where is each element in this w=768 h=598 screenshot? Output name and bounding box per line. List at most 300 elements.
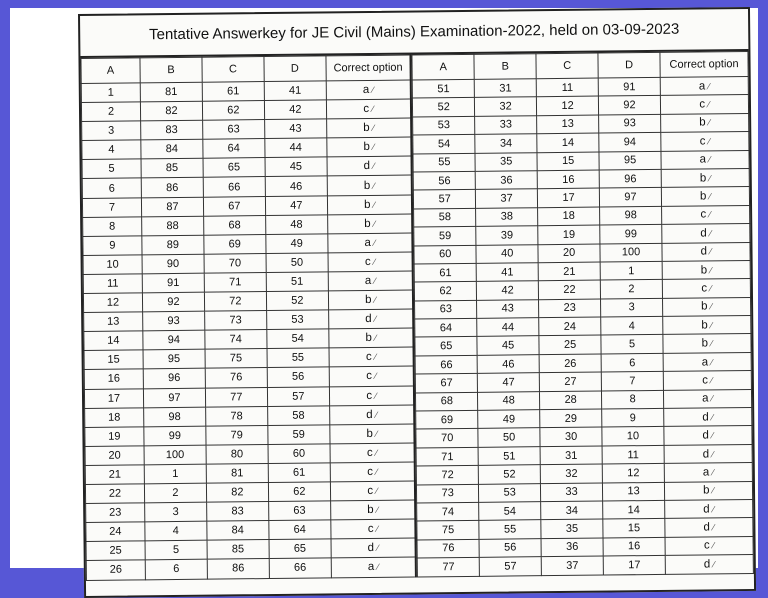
cell-b: 48	[478, 391, 540, 410]
pen-tick-mark-icon: ∕	[376, 504, 379, 516]
answer-letter: b	[703, 484, 710, 497]
cell-d: 99	[600, 225, 662, 244]
correct-option-cell	[663, 297, 751, 316]
pen-tick-mark-icon: ∕	[373, 199, 376, 210]
cell-b: 55	[479, 520, 541, 539]
cell-c: 84	[207, 521, 269, 541]
answer-letter: b	[366, 427, 373, 440]
cell-d: 9	[602, 408, 664, 427]
cell-d: 63	[268, 501, 330, 521]
cell-d: 54	[267, 329, 329, 349]
cell-d: 47	[265, 195, 327, 215]
cell-b: 41	[476, 263, 538, 282]
table-body-right	[412, 76, 753, 576]
cell-a: 70	[416, 429, 478, 448]
pen-tick-mark-icon: ∕	[711, 356, 713, 367]
cell-b: 97	[143, 388, 205, 408]
cell-d: 94	[599, 133, 661, 152]
cell-b: 51	[478, 446, 540, 465]
pen-tick-mark-icon: ∕	[374, 314, 377, 325]
col-header-a: A	[81, 58, 140, 84]
cell-a: 17	[84, 388, 143, 408]
cell-b: 50	[478, 428, 540, 447]
cell-c: 85	[207, 540, 269, 560]
pen-tick-mark-icon: ∕	[375, 447, 378, 458]
answer-letter: d	[700, 245, 708, 258]
pen-tick-mark-icon: ∕	[374, 294, 377, 305]
pen-tick-mark-icon: ∕	[710, 338, 713, 349]
answer-letter: b	[365, 332, 372, 345]
pen-tick-mark-icon: ∕	[375, 390, 377, 401]
cell-d: 98	[600, 206, 662, 225]
cell-a: 23	[86, 503, 145, 523]
tables-container	[80, 51, 753, 581]
cell-c: 74	[205, 330, 267, 350]
correct-option-cell	[665, 555, 753, 574]
cell-c: 33	[541, 483, 603, 502]
correct-option-cell	[662, 224, 750, 243]
cell-b: 90	[142, 254, 204, 274]
cell-d: 62	[268, 482, 330, 502]
cell-c: 64	[203, 139, 265, 159]
answer-letter: a	[364, 274, 372, 287]
table-body-left	[81, 80, 416, 580]
pen-tick-mark-icon: ∕	[711, 430, 714, 441]
correct-option-cell	[329, 366, 414, 386]
cell-a: 9	[83, 236, 142, 256]
correct-option-cell	[660, 76, 748, 95]
cell-a: 73	[417, 484, 479, 503]
cell-d: 93	[599, 114, 661, 133]
cell-b: 37	[476, 189, 538, 208]
correct-option-cell	[661, 168, 749, 187]
answer-letter: c	[699, 135, 706, 148]
cell-a: 1	[81, 83, 140, 103]
pen-tick-mark-icon: ∕	[709, 173, 711, 184]
correct-option-cell	[664, 444, 752, 463]
cell-d: 14	[603, 500, 665, 519]
cell-c: 37	[541, 556, 603, 575]
answer-letter: a	[701, 355, 709, 369]
cell-d: 60	[268, 444, 330, 464]
correct-option-cell	[330, 500, 415, 520]
cell-d: 51	[266, 272, 328, 292]
cell-d: 53	[266, 310, 328, 330]
correct-option-cell	[664, 407, 752, 426]
table-header-row	[81, 55, 411, 83]
cell-a: 53	[413, 116, 475, 135]
table-row	[417, 555, 753, 577]
col-header-correct-option: Correct option	[660, 51, 748, 77]
cell-a: 5	[82, 159, 141, 179]
cell-d: 95	[599, 151, 661, 170]
pen-tick-mark-icon: ∕	[712, 522, 715, 533]
cell-b: 83	[141, 120, 203, 140]
cell-d: 44	[265, 138, 327, 158]
answer-letter: b	[701, 300, 708, 313]
correct-option-cell	[329, 405, 414, 425]
answer-letter: d	[702, 429, 709, 442]
cell-d: 4	[601, 316, 663, 335]
cell-c: 32	[540, 464, 602, 483]
cell-a: 26	[86, 560, 145, 580]
pen-tick-mark-icon: ∕	[710, 264, 712, 275]
pen-tick-mark-icon: ∕	[708, 81, 710, 92]
pen-tick-mark-icon: ∕	[377, 562, 379, 573]
cell-c: 62	[202, 101, 264, 121]
cell-a: 19	[85, 427, 144, 447]
cell-b: 91	[142, 273, 204, 293]
pen-tick-mark-icon: ∕	[712, 540, 715, 551]
pen-tick-mark-icon: ∕	[708, 154, 711, 165]
col-header-c: C	[202, 57, 264, 83]
answer-letter: c	[699, 98, 706, 111]
correct-option-cell	[661, 132, 749, 151]
cell-a: 76	[417, 539, 479, 558]
cell-b: 34	[475, 134, 537, 153]
cell-a: 11	[83, 274, 142, 294]
correct-option-cell	[663, 352, 751, 371]
cell-c: 72	[204, 292, 266, 312]
answer-letter: c	[366, 446, 373, 459]
cell-c: 65	[203, 158, 265, 178]
cell-a: 69	[416, 410, 478, 429]
cell-b: 5	[145, 540, 207, 560]
cell-c: 29	[540, 409, 602, 428]
cell-b: 44	[477, 318, 539, 337]
cell-a: 52	[413, 98, 475, 117]
correct-option-cell	[326, 99, 411, 119]
cell-c: 70	[204, 253, 266, 273]
pen-tick-mark-icon: ∕	[712, 448, 714, 459]
pen-tick-mark-icon: ∕	[375, 428, 378, 439]
cell-b: 98	[144, 407, 206, 427]
pen-tick-mark-icon: ∕	[373, 180, 375, 191]
cell-b: 47	[477, 373, 539, 392]
cell-c: 14	[537, 133, 599, 152]
cell-c: 19	[538, 225, 600, 244]
pen-tick-mark-icon: ∕	[376, 524, 379, 535]
correct-option-cell	[326, 80, 411, 100]
cell-a: 72	[417, 466, 479, 485]
cell-d: 10	[602, 427, 664, 446]
correct-option-cell	[327, 195, 412, 215]
pen-tick-mark-icon: ∕	[372, 123, 375, 134]
cell-c: 25	[539, 336, 601, 355]
cell-b: 89	[142, 235, 204, 255]
correct-option-cell	[664, 426, 752, 445]
answer-letter: a	[702, 392, 709, 405]
cell-b: 86	[141, 178, 203, 198]
cell-a: 54	[413, 135, 475, 154]
cell-d: 45	[265, 157, 327, 177]
correct-option-cell	[663, 389, 751, 408]
cell-a: 6	[82, 178, 141, 198]
cell-c: 28	[540, 391, 602, 410]
cell-c: 71	[204, 272, 266, 292]
cell-a: 62	[415, 282, 477, 301]
correct-option-cell	[328, 309, 413, 329]
pen-tick-mark-icon: ∕	[374, 371, 377, 382]
cell-a: 68	[416, 392, 478, 411]
cell-d: 91	[598, 77, 660, 96]
cell-d: 64	[269, 520, 331, 540]
pen-tick-mark-icon: ∕	[708, 99, 710, 110]
cell-b: 49	[478, 410, 540, 429]
answer-letter: c	[367, 465, 373, 478]
cell-b: 94	[143, 330, 205, 350]
cell-c: 69	[204, 234, 266, 254]
answer-letter: b	[367, 504, 374, 517]
correct-option-cell	[327, 214, 412, 234]
cell-d: 97	[599, 188, 661, 207]
pen-tick-mark-icon: ∕	[709, 246, 712, 257]
correct-option-cell	[661, 187, 749, 206]
cell-d: 66	[269, 558, 331, 578]
cell-c: 67	[203, 196, 265, 216]
pen-tick-mark-icon: ∕	[709, 209, 711, 220]
correct-option-cell	[327, 175, 412, 195]
col-header-d: D	[264, 56, 326, 82]
pen-tick-mark-icon: ∕	[377, 543, 379, 554]
pen-tick-mark-icon: ∕	[712, 504, 715, 515]
answer-letter: d	[703, 558, 711, 571]
pen-tick-mark-icon: ∕	[373, 237, 376, 248]
cell-c: 73	[205, 311, 267, 331]
cell-d: 3	[601, 298, 663, 317]
cell-d: 61	[268, 463, 330, 483]
cell-d: 41	[264, 81, 326, 101]
cell-c: 27	[539, 372, 601, 391]
cell-c: 79	[206, 425, 268, 445]
answer-letter: c	[365, 351, 372, 364]
cell-b: 85	[141, 159, 203, 179]
pen-tick-mark-icon: ∕	[711, 412, 714, 423]
sheet-title: Tentative Answerkey for JE Civil (Mains) Examination-2022, held on 03-09-2023	[80, 9, 748, 58]
cell-d: 92	[598, 96, 660, 115]
cell-a: 18	[85, 407, 144, 427]
cell-b: 4	[145, 521, 207, 541]
answer-key-sheet	[78, 7, 756, 598]
cell-b: 81	[140, 82, 202, 102]
cell-a: 59	[414, 226, 476, 245]
pen-tick-mark-icon: ∕	[710, 320, 713, 331]
cell-a: 77	[417, 557, 479, 576]
correct-option-cell	[663, 334, 751, 353]
table-row	[86, 557, 416, 580]
col-header-a: A	[412, 54, 474, 80]
cell-d: 5	[601, 335, 663, 354]
answer-letter: d	[702, 411, 709, 424]
pen-tick-mark-icon: ∕	[711, 393, 714, 404]
cell-a: 75	[417, 521, 479, 540]
pen-tick-mark-icon: ∕	[375, 466, 378, 477]
answer-letter: d	[363, 160, 371, 173]
col-header-d: D	[598, 52, 660, 78]
cell-b: 39	[476, 226, 538, 245]
pen-tick-mark-icon: ∕	[710, 301, 713, 312]
cell-c: 13	[537, 115, 599, 134]
answer-letter: c	[702, 374, 709, 387]
cell-c: 22	[538, 280, 600, 299]
pen-tick-mark-icon: ∕	[373, 218, 376, 229]
cell-c: 80	[206, 444, 268, 464]
correct-option-cell	[330, 424, 415, 444]
cell-a: 12	[83, 293, 142, 313]
answer-table-left	[80, 55, 417, 581]
cell-c: 68	[204, 215, 266, 235]
correct-option-cell	[327, 137, 412, 157]
cell-c: 12	[537, 96, 599, 115]
cell-b: 6	[145, 560, 207, 580]
cell-a: 71	[416, 447, 478, 466]
correct-option-cell	[328, 271, 413, 291]
correct-option-cell	[664, 463, 752, 482]
answer-letter: d	[703, 521, 710, 534]
answer-letter: a	[702, 466, 710, 479]
correct-option-cell	[328, 252, 413, 272]
cell-c: 63	[203, 120, 265, 140]
answer-letter: c	[366, 389, 373, 402]
cell-c: 26	[539, 354, 601, 373]
cell-b: 3	[145, 502, 207, 522]
pen-tick-mark-icon: ∕	[375, 409, 378, 420]
answer-letter: c	[367, 523, 374, 536]
pen-tick-mark-icon: ∕	[372, 104, 374, 115]
answer-letter: d	[702, 447, 710, 460]
cell-a: 20	[85, 446, 144, 466]
answer-letter: b	[699, 172, 707, 185]
cell-c: 17	[537, 188, 599, 207]
pen-tick-mark-icon: ∕	[712, 467, 714, 478]
cell-d: 13	[602, 482, 664, 501]
answer-letter: a	[362, 84, 370, 97]
cell-c: 16	[537, 170, 599, 189]
cell-c: 18	[538, 207, 600, 226]
cell-b: 56	[479, 538, 541, 557]
cell-d: 17	[603, 556, 665, 575]
cell-b: 84	[141, 139, 203, 159]
cell-b: 95	[143, 350, 205, 370]
answer-letter: a	[698, 80, 706, 93]
col-header-correct-option: Correct option	[326, 55, 411, 81]
answer-letter: b	[364, 217, 371, 230]
correct-option-cell	[663, 316, 751, 335]
cell-c: 61	[202, 82, 264, 102]
answer-table-right	[412, 51, 754, 577]
cell-d: 52	[266, 291, 328, 311]
cell-d: 65	[269, 539, 331, 559]
cell-d: 6	[601, 353, 663, 372]
pen-tick-mark-icon: ∕	[708, 117, 711, 128]
cell-d: 2	[600, 280, 662, 299]
cell-d: 43	[264, 119, 326, 139]
cell-c: 77	[205, 387, 267, 407]
cell-a: 66	[415, 355, 477, 374]
answer-letter: b	[364, 294, 372, 307]
cell-d: 42	[264, 100, 326, 120]
cell-b: 33	[475, 115, 537, 134]
correct-option-cell	[330, 481, 415, 501]
cell-b: 1	[144, 464, 206, 484]
correct-option-cell	[662, 242, 750, 261]
cell-b: 82	[140, 101, 202, 121]
cell-d: 48	[265, 215, 327, 235]
cell-d: 16	[603, 537, 665, 556]
cell-b: 45	[477, 336, 539, 355]
cell-b: 46	[477, 355, 539, 374]
cell-a: 16	[84, 369, 143, 389]
cell-a: 3	[82, 121, 141, 141]
cell-d: 46	[265, 176, 327, 196]
cell-c: 35	[541, 519, 603, 538]
cell-b: 31	[474, 79, 536, 98]
cell-a: 4	[82, 140, 141, 160]
cell-a: 67	[416, 374, 478, 393]
table-header-row	[412, 51, 748, 80]
correct-option-cell	[331, 557, 416, 577]
pen-tick-mark-icon: ∕	[709, 191, 711, 202]
cell-c: 31	[540, 446, 602, 465]
cell-a: 63	[415, 300, 477, 319]
cell-a: 56	[413, 171, 475, 190]
cell-d: 58	[267, 405, 329, 425]
correct-option-cell	[329, 328, 414, 348]
correct-option-cell	[326, 118, 411, 138]
answer-letter: a	[364, 236, 371, 249]
correct-option-cell	[661, 150, 749, 169]
pen-tick-mark-icon: ∕	[373, 161, 375, 172]
cell-d: 50	[266, 253, 328, 273]
pen-tick-mark-icon: ∕	[374, 275, 376, 286]
cell-a: 65	[415, 337, 477, 356]
pen-tick-mark-icon: ∕	[708, 136, 711, 147]
cell-c: 76	[205, 368, 267, 388]
pen-tick-mark-icon: ∕	[713, 559, 715, 570]
pen-tick-mark-icon: ∕	[372, 142, 375, 153]
cell-b: 42	[477, 281, 539, 300]
cell-c: 15	[537, 152, 599, 171]
cell-d: 59	[268, 425, 330, 445]
answer-letter: a	[699, 153, 707, 166]
correct-option-cell	[331, 519, 416, 539]
cell-c: 82	[206, 483, 268, 503]
cell-b: 2	[144, 483, 206, 503]
cell-a: 8	[83, 217, 142, 237]
cell-d: 55	[267, 348, 329, 368]
answer-letter: b	[700, 264, 708, 277]
col-header-b: B	[140, 57, 202, 83]
cell-c: 24	[539, 317, 601, 336]
answer-letter: d	[700, 227, 707, 240]
correct-option-cell	[662, 260, 750, 279]
cell-b: 52	[478, 465, 540, 484]
cell-a: 15	[84, 350, 143, 370]
cell-c: 20	[538, 244, 600, 263]
answer-letter: b	[701, 319, 708, 332]
answer-letter: b	[699, 116, 706, 129]
cell-a: 21	[85, 465, 144, 485]
cell-d: 8	[602, 390, 664, 409]
correct-option-cell	[665, 518, 753, 537]
cell-d: 12	[602, 464, 664, 483]
cell-a: 64	[415, 318, 477, 337]
cell-c: 11	[536, 78, 598, 97]
cell-a: 22	[85, 484, 144, 504]
answer-letter: b	[363, 198, 371, 211]
screenshot-frame	[10, 8, 758, 577]
cell-c: 86	[207, 559, 269, 579]
